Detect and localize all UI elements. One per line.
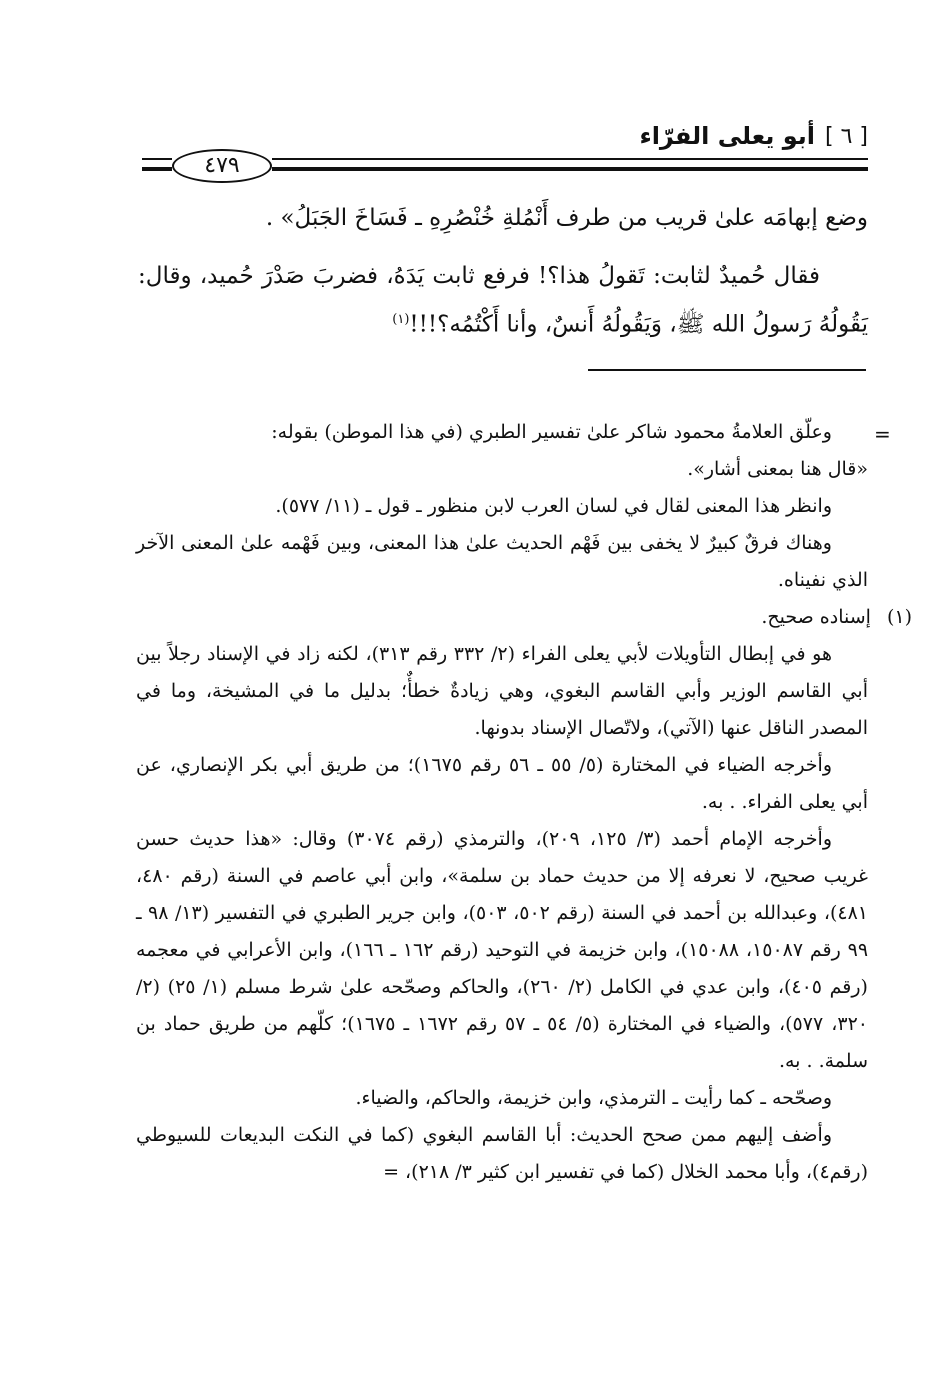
page-title: أبو يعلى الفرّاء [639,122,816,150]
footnote-cont-line-4: وهناك فرقٌ كبيرٌ لا يخفى بين فَهْم الحديث علىٰ هذا المعنى، وبين فَهْمه علىٰ المعنى الآخر الذي نفيناه. [136,532,868,591]
footnote-1-paragraph-4: وصحّحه ـ كما رأيت ـ الترمذي، وابن خزيمة، والحاكم، والضياء. [355,1087,832,1109]
page-number: ٤٧٩ [204,153,240,178]
footnote-cont-line-3: وانظر هذا المعنى لقال في لسان العرب لابن منظور ـ قول ـ (١١/ ٥٧٧). [275,495,832,517]
footnotes [136,414,912,1191]
footnote-separator [588,369,866,371]
body-paragraph-2-text: فقال حُميدٌ لثابت: تَقولُ هذا؟! فرفع ثابت يَدَهُ، فضربَ صَدْرَ حُميد، وقال: يَقُولُهُ رَسولُ الله ﷺ، وَيَقُولُهُ أَنسٌ، وأنا أَكْتُمُه؟!!! [138,263,868,338]
running-header [639,122,868,150]
main-text [138,196,868,347]
footnote-1-paragraph-2: وأخرجه الضياء في المختارة (٥/ ٥٥ ـ ٥٦ رقم ١٦٧٥)؛ من طريق أبي بكر الإنصاري، عن أبي يعلى الفراء. . به. [136,754,868,813]
footnote-1-paragraph-5: وأضف إليهم ممن صحح الحديث: أبا القاسم البغوي (كما في النكت البديعات للسيوطي (رقم٤)، وأبا محمد الخلال (كما في تفسير ابن كثير ٣/ ٢١٨)، = [136,1124,868,1183]
footnote-cont-line-1: وعلّق العلامةُ محمود شاكر علىٰ تفسير الطبري (في هذا الموطن) بقوله: [271,421,832,443]
continuation-mark-top: = [874,422,891,446]
body-paragraph-1: وضع إبهامَه علىٰ قريب من طرف أَنْمُلةِ خُنْصُرِهِ ـ فَسَاخَ الجَبَلُ» . [265,205,868,231]
body-paragraph-2 [138,254,868,347]
footnote-1-paragraph-1: هو في إبطال التأويلات لأبي يعلى الفراء (٢/ ٣٣٢ رقم ٣١٣)، لكنه زاد في الإسناد رجلاً بين أبي القاسم الوزير وأبي القاسم البغوي، وهي زيادةٌ خطأٌ؛ بدليل ما في المشيخة، وما في المصدر الناقل عنها (الآتي)، ولاتّصال الإسناد بدونها. [136,643,868,739]
header-rule [272,158,868,171]
header-rule-left [142,158,172,171]
page-number-badge [172,149,272,183]
footnote-1-heading [136,599,912,636]
footnote-cont-line-2: «قال هنا بمعنى أشار». [687,458,868,480]
footnote-1-paragraph-3: وأخرجه الإمام أحمد (٣/ ١٢٥، ٢٠٩)، والترمذي (رقم ٣٠٧٤) وقال: «هذا حديث حسن غريب صحيح، لا نعرفه إلا من حديث حماد بن سلمة»، وابن أبي عاصم في السنة (رقم ٤٨٠، ٤٨١)، وعبدالله بن أحمد في السنة (رقم ٥٠٢، ٥٠٣)، وابن جرير الطبري في التفسير (١٣/ ٩٨ ـ ٩٩ رقم ١٥٠٨٧، ١٥٠٨٨)، وابن خزيمة في التوحيد (رقم ١٦٢ ـ ١٦٦)، وابن الأعرابي في معجمه (رقم ٤٠٥)، وابن عدي في الكامل (٢/ ٢٦٠)، والحاكم وصحّحه علىٰ شرط مسلم (١/ ٢٥) (٢/ ٣٢٠، ٥٧٧)، والضياء في المختارة (٥/ ٥٤ ـ ٥٧ رقم ١٦٧٢ ـ ١٦٧٥)؛ كلّهم من طريق حماد بن سلمة. . به. [136,828,869,1072]
footnote-ref-1[interactable]: (١) [392,312,410,327]
footnote-1-title: إسناده صحيح. [761,606,871,628]
footnote-1-number: (١) [886,606,912,628]
part-number: [ ٦ ] [825,123,868,149]
